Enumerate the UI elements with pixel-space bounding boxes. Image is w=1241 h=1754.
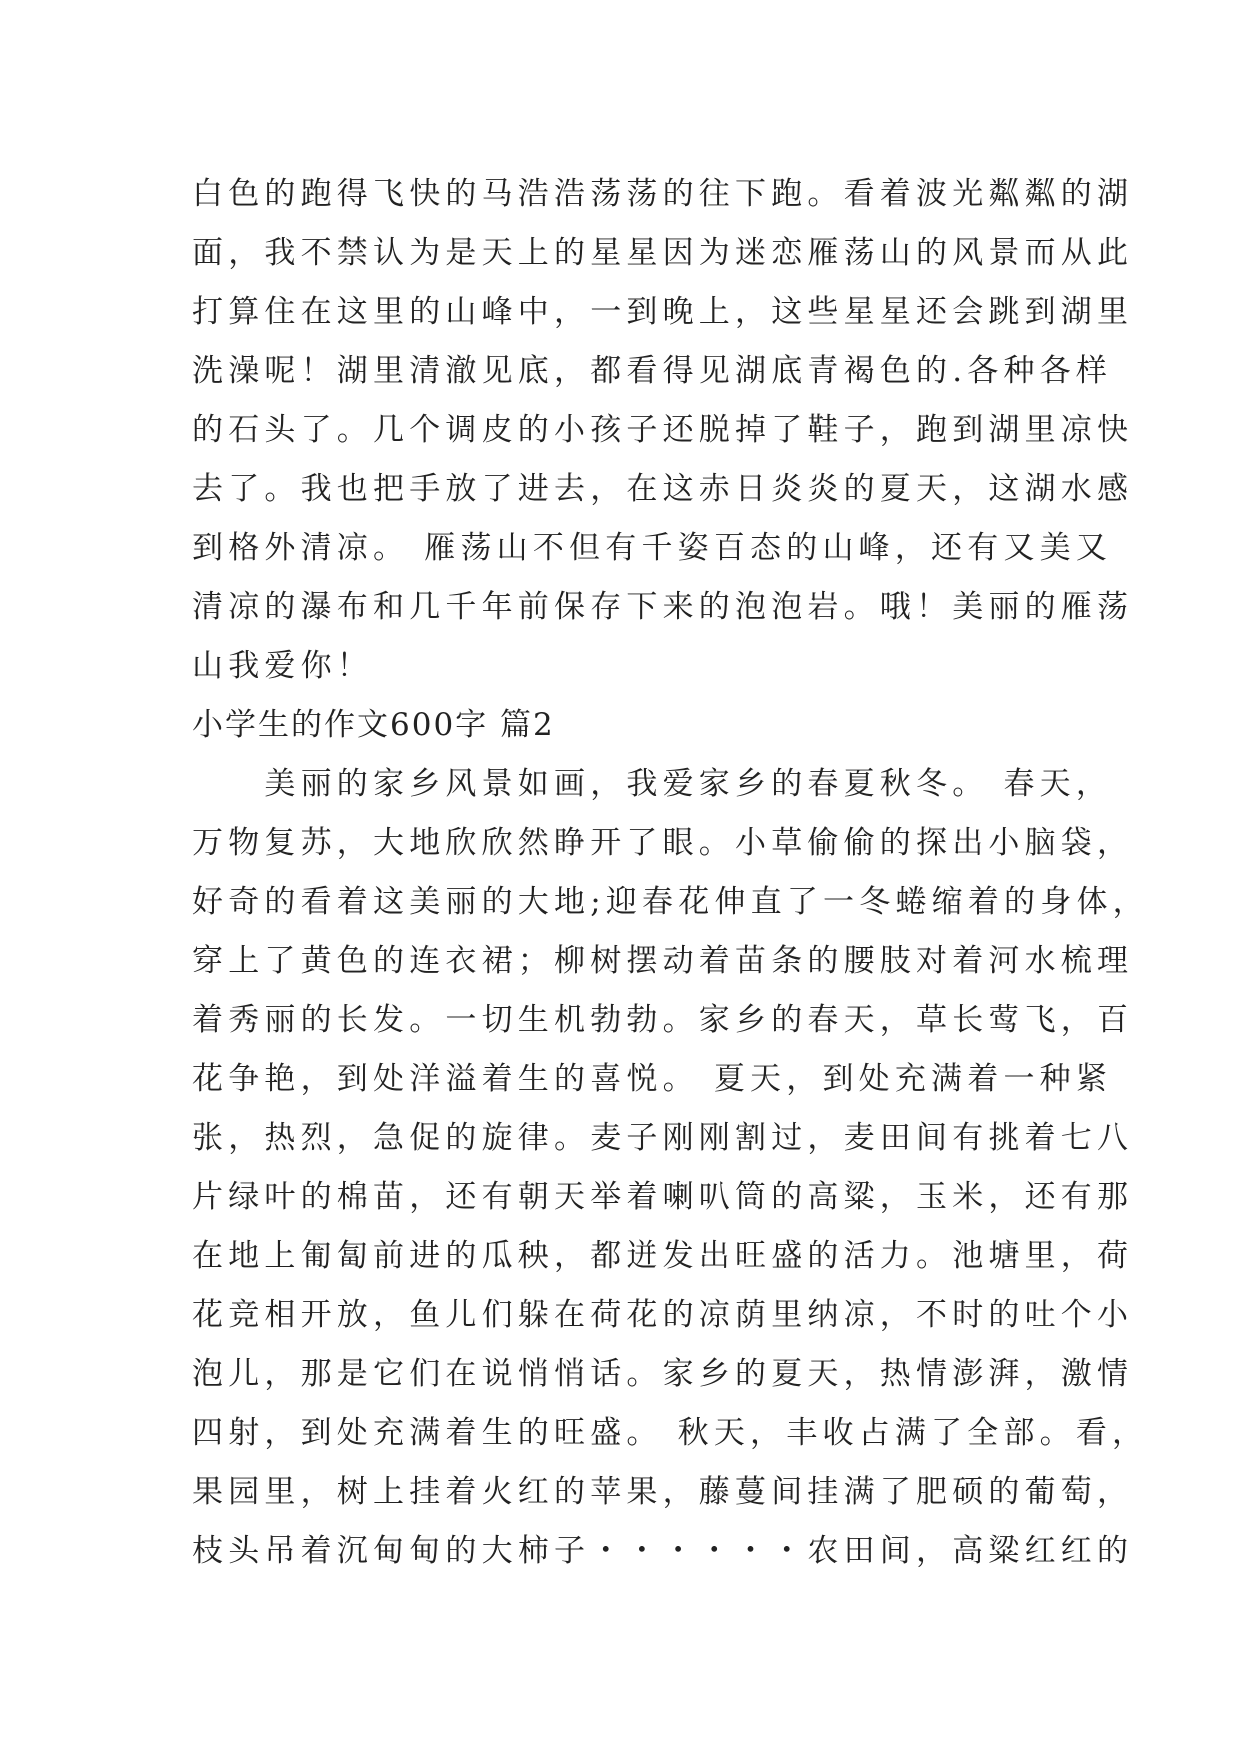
paragraph-line: 去了。我也把手放了进去，在这赤日炎炎的夏天，这湖水感: [192, 471, 1134, 507]
paragraph-line: 美丽的家乡风景如画，我爱家乡的春夏秋冬。 春天，: [192, 766, 1113, 802]
text-column: [192, 165, 1149, 1581]
paragraph-line: 面，我不禁认为是天上的星星因为迷恋雁荡山的风景而从此: [192, 235, 1134, 271]
section-heading: 小学生的作文600字 篇2: [192, 707, 555, 743]
paragraph-line: 枝头吊着沉甸甸的大柿子・・・・・・农田间，高粱红红的: [192, 1533, 1134, 1569]
paragraph-line: 四射，到处充满着生的旺盛。 秋天，丰收占满了全部。看，: [192, 1415, 1149, 1451]
paragraph-line: 山我爱你！: [192, 648, 373, 684]
paragraph-line: 到格外清凉。 雁荡山不但有千姿百态的山峰，还有又美又: [192, 530, 1113, 566]
paragraph-line: 花争艳，到处洋溢着生的喜悦。 夏天，到处充满着一种紧: [192, 1061, 1113, 1097]
paragraph-line: 花竞相开放，鱼儿们躲在荷花的凉荫里纳凉，不时的吐个小: [192, 1297, 1134, 1333]
paragraph-line: 张，热烈，急促的旋律。麦子刚刚割过，麦田间有挑着七八: [192, 1120, 1134, 1156]
paragraph-line: 打算住在这里的山峰中，一到晚上，这些星星还会跳到湖里: [192, 294, 1134, 330]
paragraph-line: 的石头了。几个调皮的小孩子还脱掉了鞋子，跑到湖里凉快: [192, 412, 1134, 448]
paragraph-line: 在地上匍匐前进的瓜秧，都迸发出旺盛的活力。池塘里，荷: [192, 1238, 1134, 1274]
paragraph-line: 清凉的瀑布和几千年前保存下来的泡泡岩。哦！美丽的雁荡: [192, 589, 1134, 625]
paragraph-line: 果园里，树上挂着火红的苹果，藤蔓间挂满了肥硕的葡萄，: [192, 1474, 1134, 1510]
paragraph-line: 穿上了黄色的连衣裙；柳树摆动着苗条的腰肢对着河水梳理: [192, 943, 1134, 979]
paragraph-line: 白色的跑得飞快的马浩浩荡荡的往下跑。看着波光粼粼的湖: [192, 176, 1134, 212]
paragraph-line: 泡儿，那是它们在说悄悄话。家乡的夏天，热情澎湃，激情: [192, 1356, 1134, 1392]
paragraph-line: 万物复苏，大地欣欣然睁开了眼。小草偷偷的探出小脑袋，: [192, 825, 1134, 861]
paragraph-line: 着秀丽的长发。一切生机勃勃。家乡的春天，草长莺飞，百: [192, 1002, 1134, 1038]
paragraph-line: 片绿叶的棉苗，还有朝天举着喇叭筒的高粱，玉米，还有那: [192, 1179, 1134, 1215]
paragraph-line: 洗澡呢！湖里清澈见底，都看得见湖底青褐色的.各种各样: [192, 353, 1113, 389]
paragraph-line: 好奇的看着这美丽的大地;迎春花伸直了一冬蜷缩着的身体，: [192, 884, 1149, 920]
